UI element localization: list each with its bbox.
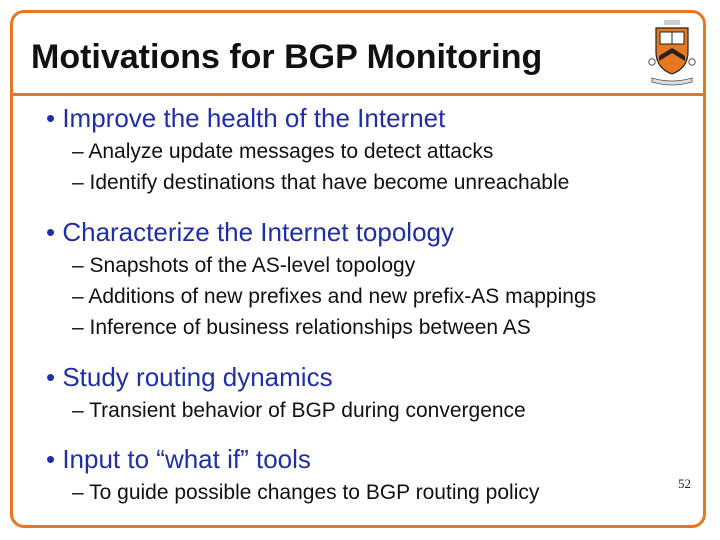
sub-bullet-additions: – Additions of new prefixes and new prefix-AS mappings xyxy=(72,285,597,308)
sub-bullet-transient: – Transient behavior of BGP during convergence xyxy=(72,399,526,422)
sub-bullet-snapshots: – Snapshots of the AS-level topology xyxy=(72,254,416,277)
bullet-characterize-topology: • Characterize the Internet topology xyxy=(46,217,455,247)
sub-bullet-guide-changes: – To guide possible changes to BGP routing policy xyxy=(72,481,540,504)
page-number: 52 xyxy=(678,476,691,491)
bullet-what-if-tools: • Input to “what if” tools xyxy=(46,444,311,474)
title-divider xyxy=(13,93,706,96)
bullet-routing-dynamics: • Study routing dynamics xyxy=(46,362,333,392)
princeton-shield-icon xyxy=(648,18,696,88)
sub-bullet-analyze-updates: – Analyze update messages to detect attacks xyxy=(72,140,494,163)
bullet-improve-health: • Improve the health of the Internet xyxy=(46,103,446,133)
slide-title: Motivations for BGP Monitoring xyxy=(31,38,543,76)
sub-bullet-identify-unreachable: – Identify destinations that have become unreachable xyxy=(72,171,570,194)
sub-bullet-inference: – Inference of business relationships between AS xyxy=(72,316,531,339)
